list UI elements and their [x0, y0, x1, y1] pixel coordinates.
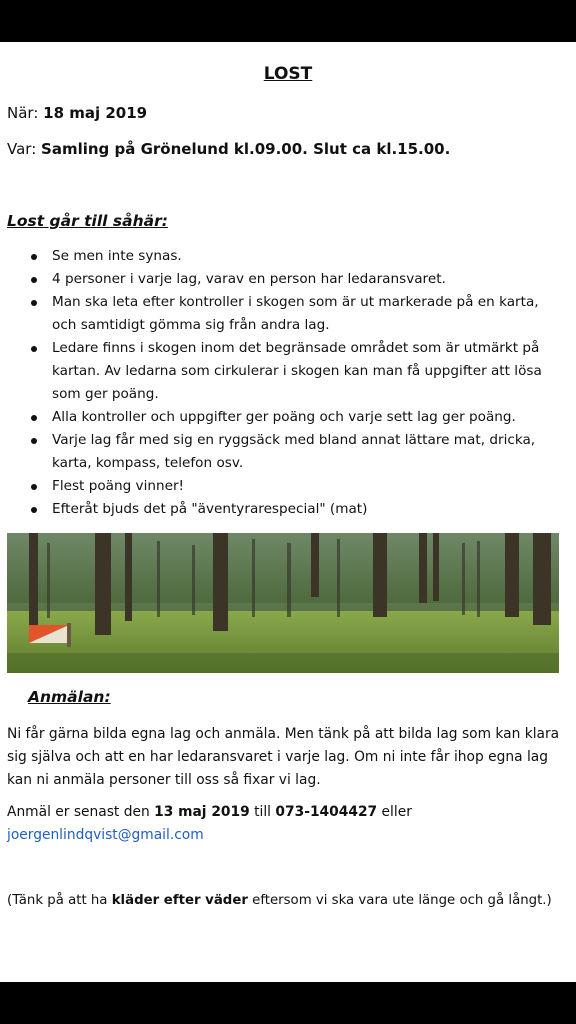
bullet-icon	[31, 277, 37, 283]
list-item: Ledare finns i skogen inom det begränsade området som är utmärkt på kartan. Av ledarna som cirkulerar i skogen kan man få uppgifter att lösa som ger poäng.	[0, 337, 576, 406]
list-item: Flest poäng vinner!	[0, 475, 576, 498]
clothing-note: (Tänk på att ha kläder efter väder eftersom vi ska vara ute länge och gå långt.)	[7, 893, 552, 908]
bullet-icon	[31, 415, 37, 421]
bullet-icon	[31, 346, 37, 352]
list-item: Efteråt bjuds det på "äventyrarespecial" (mat)	[0, 498, 576, 521]
where-label: Var:	[7, 140, 37, 158]
page-title: LOST	[263, 64, 313, 84]
where-line	[7, 140, 450, 158]
bullet-icon	[31, 254, 37, 260]
contact-email-link[interactable]: joergenlindqvist@gmail.com	[7, 827, 204, 843]
list-item: Man ska leta efter kontroller i skogen som är ut markerade på en karta, och samtidigt gömma sig från andra lag.	[0, 291, 576, 337]
rules-heading: Lost går till såhär:	[7, 212, 168, 230]
when-line	[7, 104, 147, 122]
when-label: När:	[7, 104, 39, 122]
forest-photo	[7, 533, 559, 673]
contact-phone: 073-1404427	[275, 804, 378, 820]
bullet-icon	[31, 484, 37, 490]
bullet-icon	[31, 438, 37, 444]
signup-heading: Anmälan:	[28, 688, 111, 706]
signup-paragraph: Ni får gärna bilda egna lag och anmäla. Men tänk på att bilda lag som kan klara sig själva och att en har ledaransvaret i varje lag. Om ni inte får ihop egna lag kan ni anmäla personer till oss så fixar vi lag.	[7, 726, 560, 788]
deadline-date: 13 maj 2019	[154, 804, 250, 820]
list-item: Se men inte synas.	[0, 245, 576, 268]
list-item: Varje lag får med sig en ryggsäck med bland annat lättare mat, dricka, karta, kompass, telefon osv.	[0, 429, 576, 475]
deadline-text: Anmäl er senast den 13 maj 2019 till 073-1404427 eller joergenlindqvist@gmail.com	[7, 804, 412, 843]
rules-list	[0, 245, 576, 521]
bullet-icon	[31, 300, 37, 306]
when-value: 18 maj 2019	[43, 104, 148, 122]
document-page	[0, 42, 576, 982]
bottom-black-bar	[0, 982, 576, 1024]
list-item: Alla kontroller och uppgifter ger poäng och varje sett lag ger poäng.	[0, 406, 576, 429]
top-black-bar	[0, 0, 576, 42]
where-value: Samling på Grönelund kl.09.00. Slut ca kl.15.00.	[41, 140, 451, 158]
bullet-icon	[31, 507, 37, 513]
list-item: 4 personer i varje lag, varav en person har ledaransvaret.	[0, 268, 576, 291]
